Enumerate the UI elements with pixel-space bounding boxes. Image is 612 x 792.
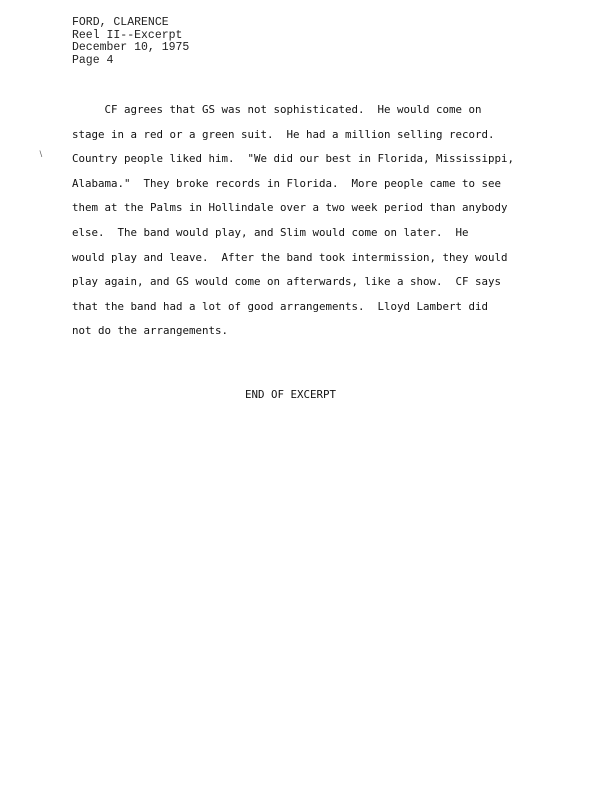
margin-tick-mark: ∖ xyxy=(38,150,44,159)
document-header xyxy=(72,17,189,67)
paragraph-line: them at the Palms in Hollindale over a two week period than anybody xyxy=(72,201,508,215)
paragraph-line: CF agrees that GS was not sophisticated. He would come on xyxy=(72,103,482,116)
paragraph-line: else. The band would play, and Slim would come on later. He xyxy=(72,225,469,239)
page-number: Page 4 xyxy=(72,53,114,67)
paragraph-line: Country people liked him. "We did our best in Florida, Mississippi, xyxy=(72,152,515,166)
paragraph-line: stage in a red or a green suit. He had a million selling record. xyxy=(72,127,495,141)
reel-label: Reel II--Excerpt xyxy=(72,28,183,42)
paragraph-line: would play and leave. After the band took intermission, they would xyxy=(72,250,508,264)
paragraph-line: Alabama." They broke records in Florida. More people came to see xyxy=(72,176,502,190)
end-of-excerpt-label: END OF EXCERPT xyxy=(245,388,337,401)
transcript-paragraph xyxy=(72,98,592,344)
interview-date: December 10, 1975 xyxy=(72,41,190,54)
paragraph-line: play again, and GS would come on afterwards, like a show. CF says xyxy=(72,275,502,289)
paragraph-line: not do the arrangements. xyxy=(72,324,229,338)
paragraph-line: that the band had a lot of good arrangements. Lloyd Lambert did xyxy=(72,299,489,313)
interviewee-name: FORD, CLARENCE xyxy=(72,16,169,29)
